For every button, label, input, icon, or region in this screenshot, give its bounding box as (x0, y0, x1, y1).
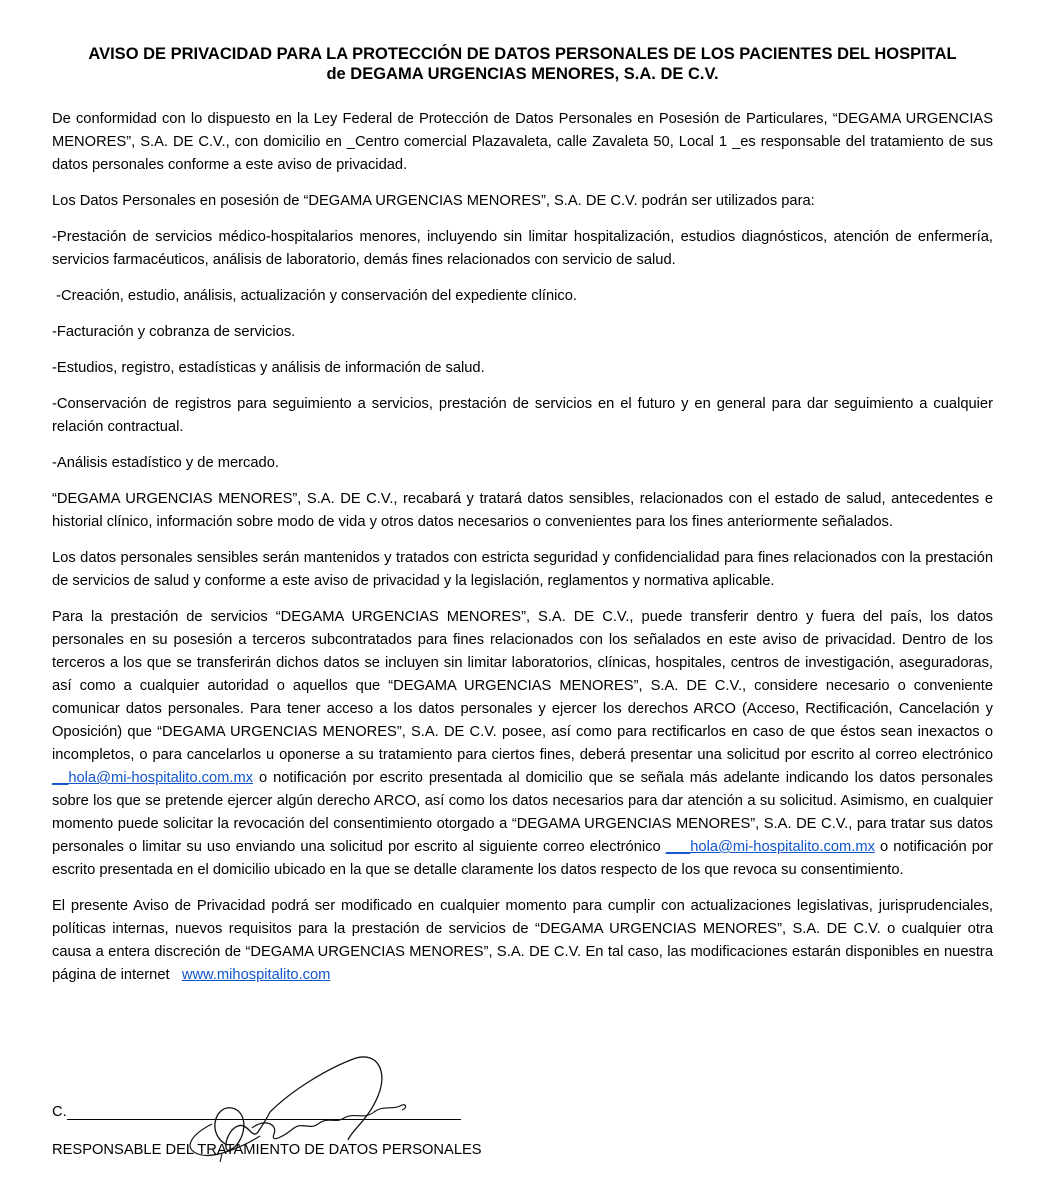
document-title (52, 44, 993, 84)
transfer-text-1: Para la prestación de servicios “DEGAMA URGENCIAS MENORES”, S.A. DE C.V., puede transferir dentro y fuera del país, los datos personales en su posesión a terceros subcontratados para fines relacionados con los señalados en este aviso de privacidad. Dentro de los terceros a los que se transferirán dichos datos se incluyen sin limitar laboratorios, clínicas, hospitales, centros de investigación, aseguradoras, así como a cualquier autoridad o aquellos que “DEGAMA URGENCIAS MENORES”, S.A. DE C.V., considere necesario o conveniente comunicar datos personales. Para tener acceso a los datos personales y ejercer los derechos ARCO (Acceso, Rectificación, Cancelación y Oposición) que “DEGAMA URGENCIAS MENORES”, S.A. DE C.V. posee, así como para rectificarlos en caso de que éstos sean inexactos o incompletos, o para cancelarlos u oponerse a su tratamiento para ciertos fines, deberá presentar una solicitud por escrito al correo electrónico (52, 609, 998, 763)
transfer-paragraph (52, 606, 998, 882)
website-link[interactable]: www.mihospitalito.com (181, 967, 331, 983)
transfer-text-2: o notificación por escrito presentada al domicilio que se señala más adelante indicando los datos personales sobre los que se pretende ejercer algún derecho ARCO, así como los datos necesarios para dar atención a su solicitud. Asimismo, en cualquier momento puede solicitar la revocación del consentimiento otorgado a “DEGAMA URGENCIAS MENORES”, S.A. DE C.V., para tratar sus datos personales o limitar su uso enviando una solicitud por escrito al siguiente correo electrónico (52, 770, 998, 855)
use-item-1: -Prestación de servicios médico-hospitalarios menores, incluyendo sin limitar hospitalización, estudios diagnósticos, atención de enfermería, servicios farmacéuticos, análisis de laboratorio, demás fines relacionados con servicio de salud. (52, 229, 998, 268)
use-item-6: -Análisis estadístico y de mercado. (52, 455, 279, 471)
use-item-5: -Conservación de registros para seguimiento a servicios, prestación de servicios en el futuro y en general para dar seguimiento a cualquier relación contractual. (52, 396, 998, 435)
uses-intro-paragraph: Los Datos Personales en posesión de “DEGAMA URGENCIAS MENORES”, S.A. DE C.V. podrán ser utilizados para: (52, 193, 815, 209)
modification-paragraph (52, 895, 998, 987)
transfer-text-3: o notificación por escrito presentada en el domicilio ubicado en la que se detalle claramente los datos respecto de los que revoca su consentimiento. (52, 839, 998, 878)
intro-paragraph: De conformidad con lo dispuesto en la Ley Federal de Protección de Datos Personales en Posesión de Particulares, “DEGAMA URGENCIAS MENORES”, S.A. DE C.V., con domicilio en _Centro comercial Plazavaleta, calle Zavaleta 50, Local 1 _es responsable del tratamiento de sus datos personales conforme a este aviso de privacidad. (52, 111, 998, 173)
use-item-3: -Facturación y cobranza de servicios. (52, 324, 296, 340)
sensitive-data-paragraph: “DEGAMA URGENCIAS MENORES”, S.A. DE C.V., recabará y tratará datos sensibles, relacionados con el estado de salud, antecedentes e historial clínico, información sobre modo de vida y otros datos necesarios o convenientes para los fines anteriormente señalados. (52, 491, 998, 530)
security-paragraph: Los datos personales sensibles serán mantenidos y tratados con estricta seguridad y confidencialidad para fines relacionados con la prestación de servicios de salud y conforme a este aviso de privacidad y la legislación, reglamentos y normativa aplicable. (52, 550, 998, 589)
email-link-2[interactable]: ___hola@mi-hospitalito.com.mx (665, 839, 875, 855)
title-line-2: de DEGAMA URGENCIAS MENORES, S.A. DE C.V. (326, 65, 719, 83)
use-item-2: -Creación, estudio, análisis, actualización y conservación del expediente clínico. (52, 288, 577, 304)
title-line-1: AVISO DE PRIVACIDAD PARA LA PROTECCIÓN DE DATOS PERSONALES DE LOS PACIENTES DEL HOSPITAL (88, 45, 957, 63)
modification-text: El presente Aviso de Privacidad podrá ser modificado en cualquier momento para cumplir con actualizaciones legislativas, jurisprudenciales, políticas internas, nuevos requisitos para la prestación de servicios de “DEGAMA URGENCIAS MENORES”, S.A. DE C.V. o cualquier otra causa a entera discreción de “DEGAMA URGENCIAS MENORES”, S.A. DE C.V. En tal caso, las modificaciones estarán disponibles en nuestra página de internet (52, 898, 998, 983)
signature-block (52, 1050, 552, 1170)
signature-caption: RESPONSABLE DEL TRATAMIENTO DE DATOS PERSONALES (52, 1142, 482, 1158)
email-link-1[interactable]: __hola@mi-hospitalito.com.mx (52, 770, 254, 786)
use-item-4: -Estudios, registro, estadísticas y análisis de información de salud. (52, 360, 485, 376)
privacy-notice-document (52, 44, 998, 1000)
signature-line-label: C. (52, 1104, 67, 1120)
